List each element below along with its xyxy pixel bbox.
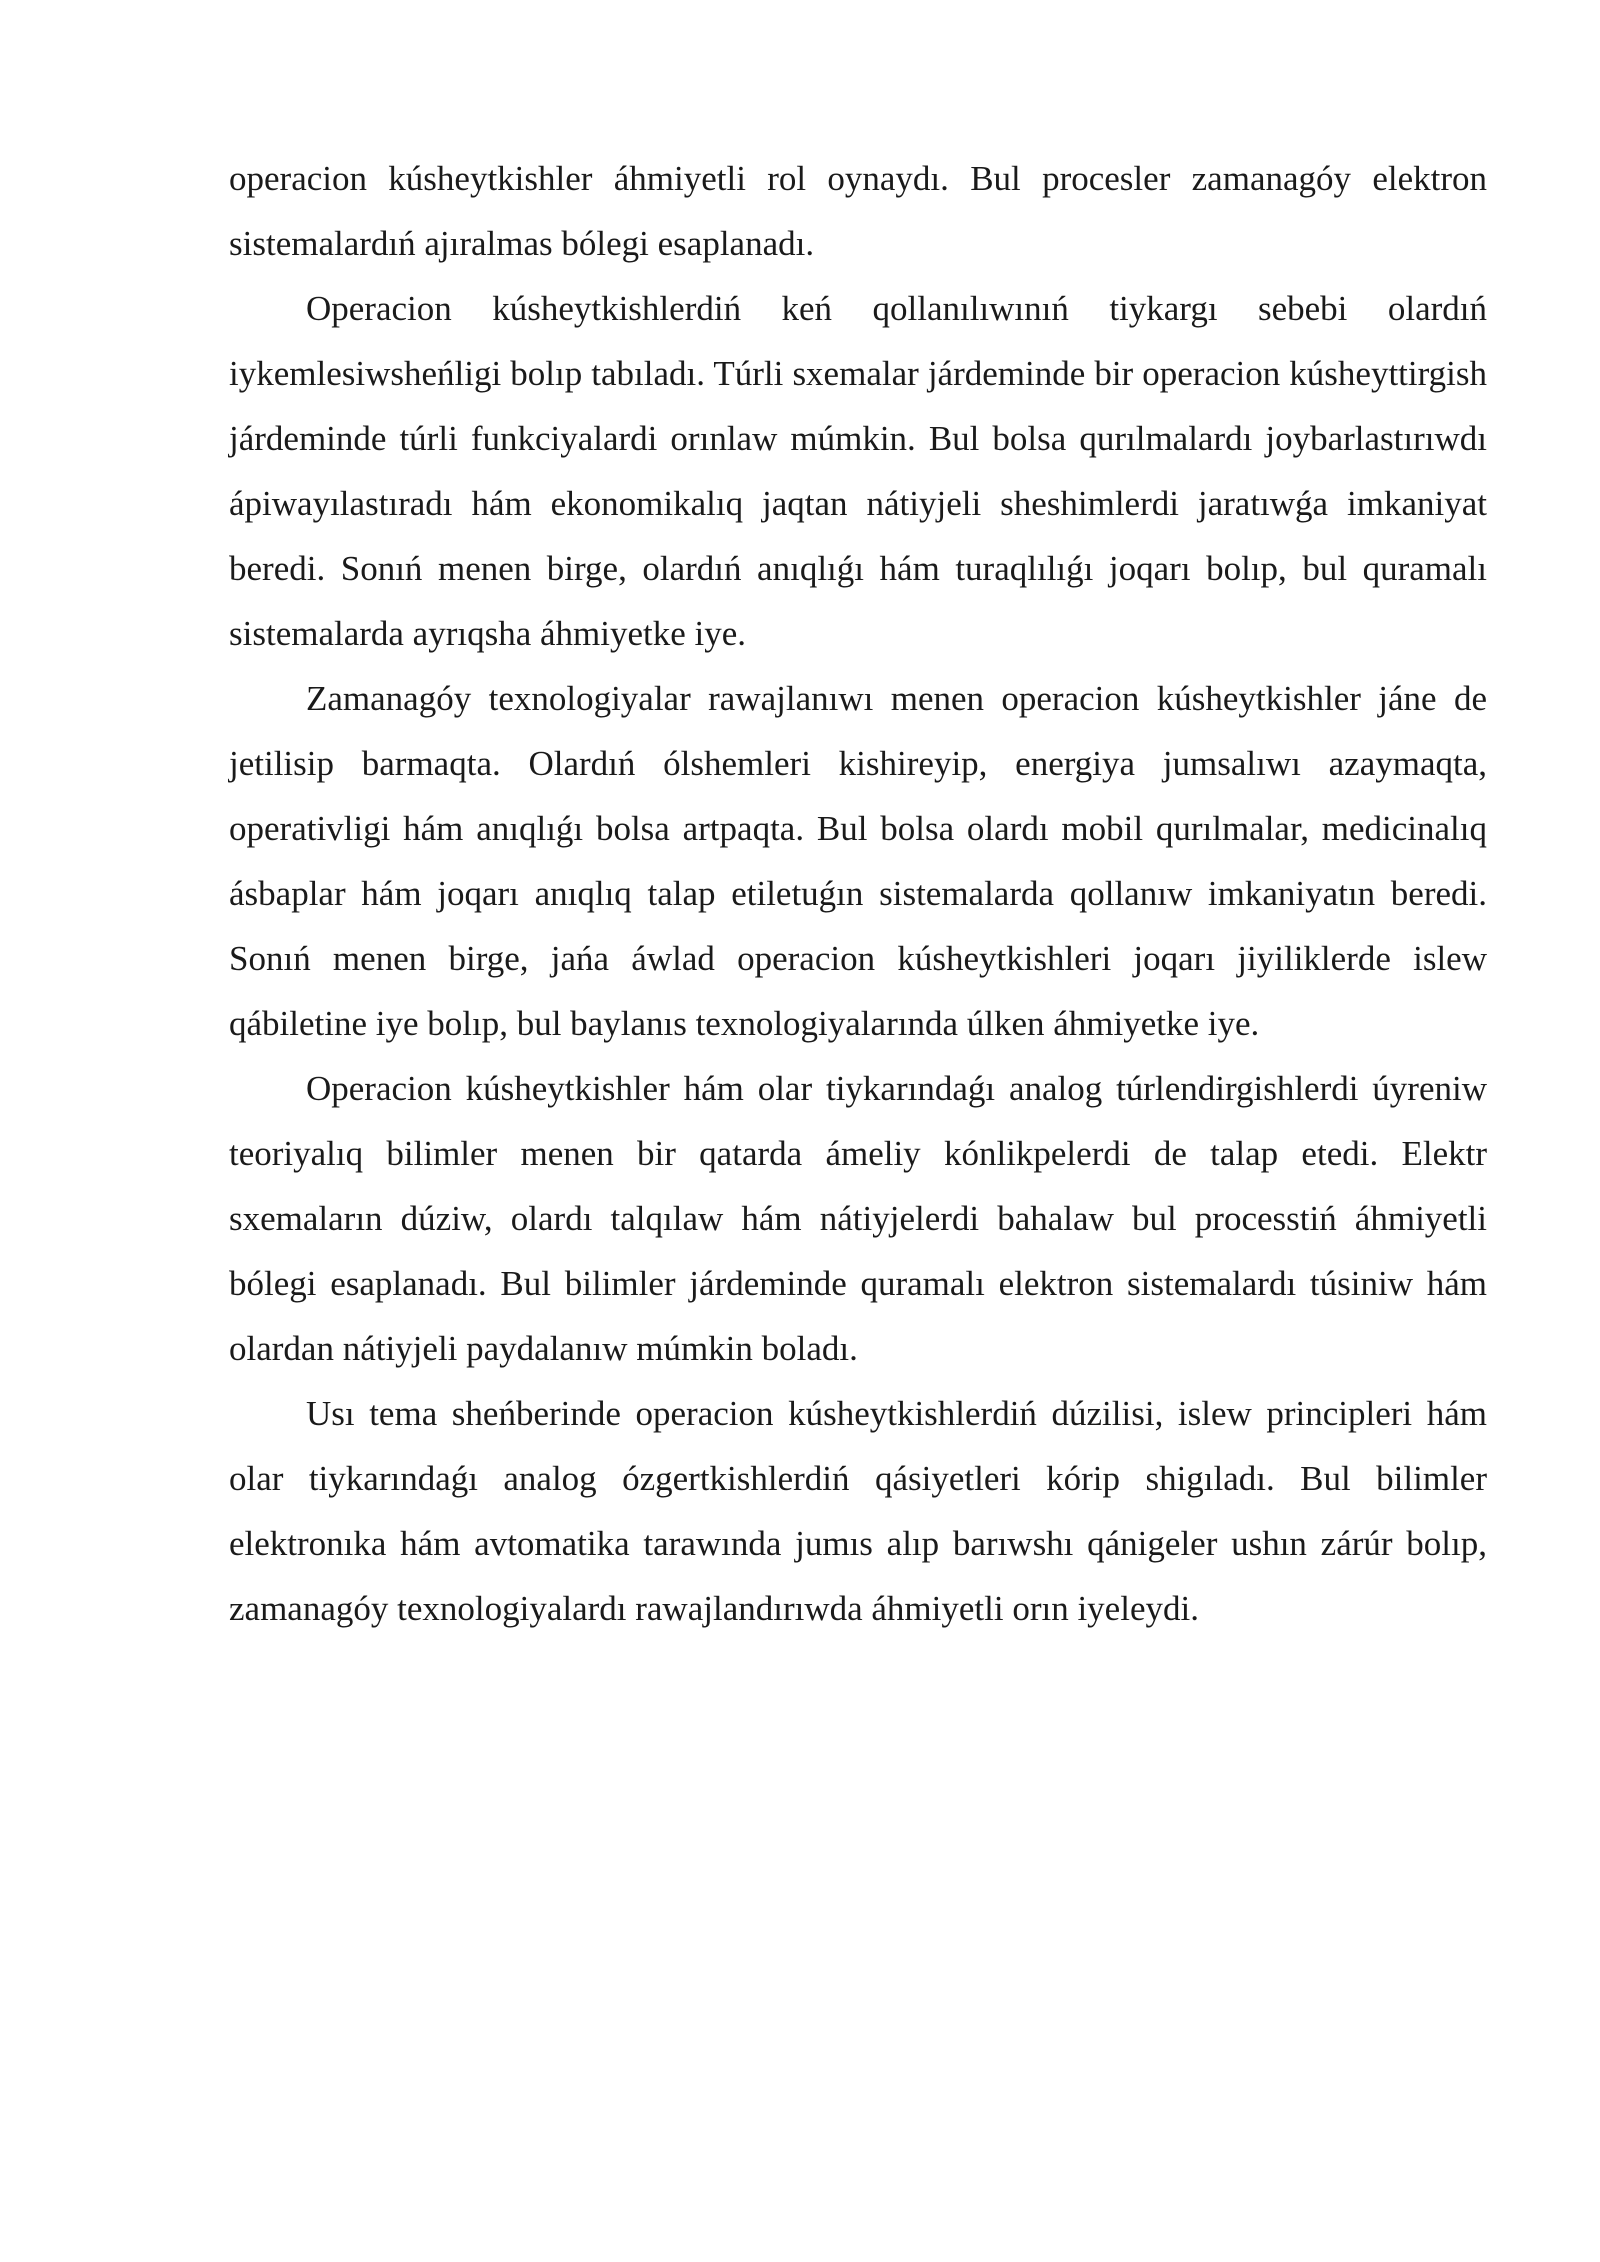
paragraph-1: operacion kúsheytkishler áhmiyetli rol oynaydı. Bul procesler zamanagóy elektron sistemalardıń ajıralmas bólegi esaplanadı. bbox=[229, 159, 1487, 263]
paragraph-5: Usı tema sheńberinde operacion kúsheytkishlerdiń dúzilisi, islew principleri hám olar tiykarındaǵı analog ózgertkishlerdiń qásiyetleri kórip shigıladı. Bul bilimler elektronıka hám avtomatika tarawında jumıs alıp barıwshı qánigeler ushın zárúr bolıp, zamanagóy texnologiyalardı rawajlandırıwda áhmiyetli orın iyeleydi. bbox=[229, 1394, 1487, 1628]
paragraph-3: Zamanagóy texnologiyalar rawajlanıwı menen operacion kúsheytkishler jáne de jetilisip barmaqta. Olardıń ólshemleri kishireyip, energiya jumsalıwı azaymaqta, operativligi hám anıqlıǵı bolsa artpaqta. Bul bolsa olardı mobil qurılmalar, medicinalıq ásbaplar hám joqarı anıqlıq talap etiletuǵın sistemalarda qollanıw imkaniyatın beredi. Sonıń menen birge, jańa áwlad operacion kúsheytkishleri joqarı jiyiliklerde islew qábiletine iye bolıp, bul baylanıs texnologiyalarında úlken áhmiyetke iye. bbox=[229, 679, 1487, 1043]
paragraph-4: Operacion kúsheytkishler hám olar tiykarındaǵı analog túrlendirgishlerdi úyreniw teoriyalıq bilimler menen bir qatarda ámeliy kónlikpelerdi de talap etedi. Elektr sxemaların dúziw, olardı talqılaw hám nátiyjelerdi bahalaw bul processtiń áhmiyetli bólegi esaplanadı. Bul bilimler járdeminde quramalı elektron sistemalardı túsiniw hám olardan nátiyjeli paydalanıw múmkin boladı. bbox=[229, 1069, 1487, 1368]
body-text bbox=[229, 146, 1487, 1641]
paragraph-2: Operacion kúsheytkishlerdiń keń qollanılıwınıń tiykargı sebebi olardıń iykemlesiwsheńligi bolıp tabıladı. Túrli sxemalar járdeminde bir operacion kúsheyttirgish járdeminde túrli funkciyalardi orınlaw múmkin. Bul bolsa qurılmalardı joybarlastırıwdı ápiwayılastıradı hám ekonomikalıq jaqtan nátiyjeli sheshimlerdi jaratıwǵa imkaniyat beredi. Sonıń menen birge, olardıń anıqlıǵı hám turaqlılıǵı joqarı bolıp, bul quramalı sistemalarda ayrıqsha áhmiyetke iye. bbox=[229, 289, 1487, 653]
